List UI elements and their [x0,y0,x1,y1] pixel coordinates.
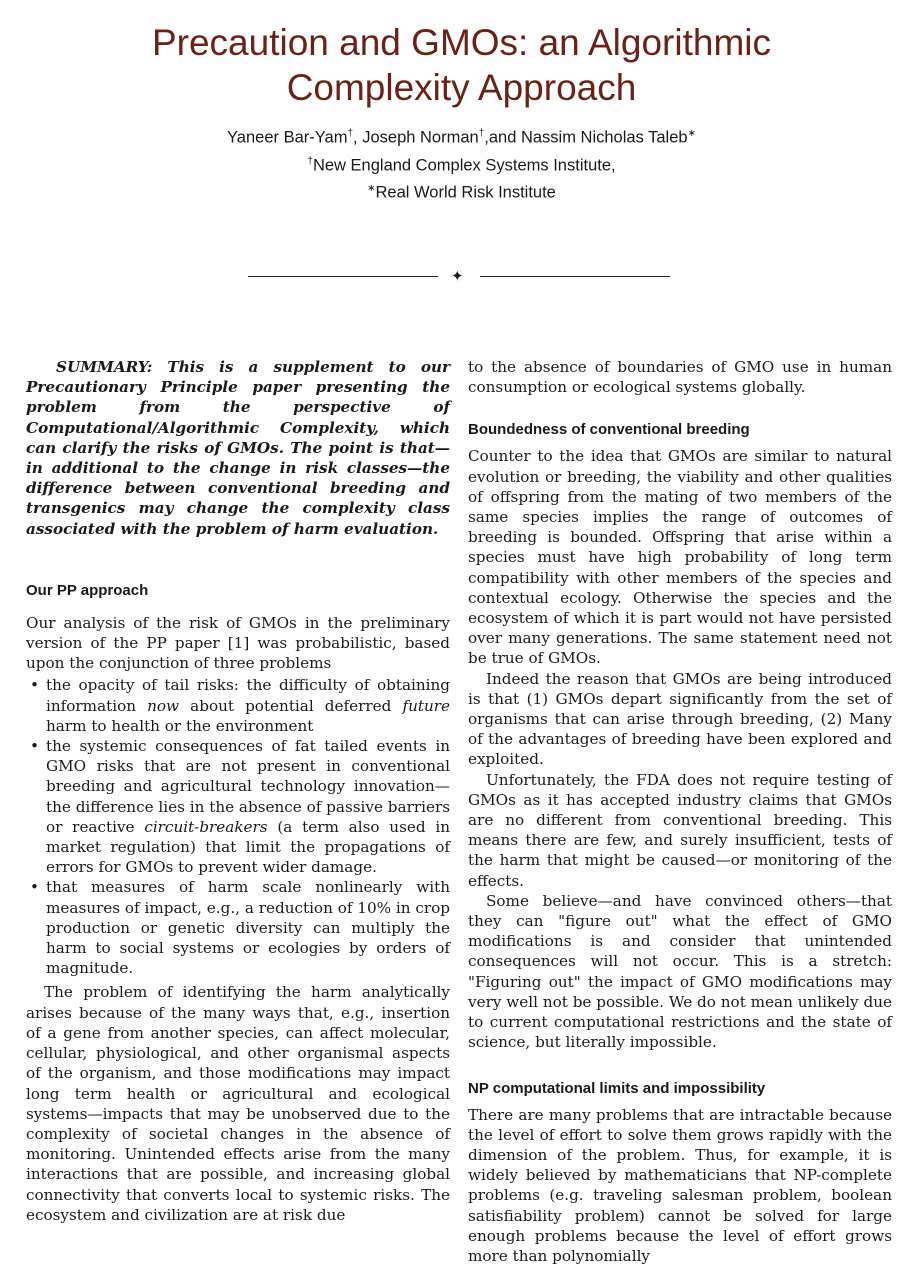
affiliation-2-text: Real World Risk Institute [376,184,556,202]
left-column [26,357,450,1225]
list-item: • the opacity of tail risks: the difficulty of obtaining information now about potential deferred future harm to health or the environment [26,675,450,736]
pp-harm-paragraph: The problem of identifying the harm analytically arises because of the many ways that, e.g., insertion of a gene from another species, can affect molecular, cellular, physiological, and other organismal aspects of the organism, and those modifications may impact long term health or agricultural and ecological systems—impacts that may be unobserved due to the complexity of societal changes in the absence of monitoring. Unintended effects arise from the many interactions that are possible, and increasing global connectivity that converts local to systemic risks. The ecosystem and civilization are at risk due [26,982,450,1224]
list-item: • that measures of harm scale nonlinearly with measures of impact, e.g., a reduction of 10% in crop production or genetic diversity can multiply the harm to social systems or ecologies by orders of magnitude. [26,877,450,978]
boundedness-paragraph-4: Some believe—and have convinced others—that they can "figure out" what the effect of GMO modifications is and consider that unintended consequences will not occur. This is a stretch: "Figuring out" the impact of GMO modifications may very well not be possible. We do not mean unlikely due to current computational restrictions and the state of science, but literally impossible. [468,891,892,1053]
author-2: , Joseph Norman [353,129,479,147]
author-1: Yaneer Bar-Yam [227,129,347,147]
section-heading-boundedness: Boundedness of conventional breeding [468,420,892,440]
author-1-mark: † [347,128,353,139]
boundedness-paragraph-1: Counter to the idea that GMOs are similar to natural evolution or breeding, the viability and other qualities of offspring from the mating of two members of the same species implies the range of outcomes of breeding is bounded. Offspring that arise within a species must have high probability of long term compatibility with other members of the species and contextual ecology. Otherwise the species and the ecosystem of which it is part would not have persisted over many generations. The same statement need not be true of GMOs. [468,446,892,668]
summary-abstract: SUMMARY: This is a supplement to our Precautionary Principle paper presenting the problem from the perspective of Computational/Algorithmic Complexity, which can clarify the risks of GMOs. The point is that—in additional to the change in risk classes—the difference between conventional breeding and transgenics may change the complexity class associated with the problem of harm evaluation. [26,357,450,539]
author-3-mark: ∗ [688,128,696,139]
bullet-icon: • [30,675,39,695]
pp-problem-list [26,675,450,978]
bullet-icon: • [30,736,39,756]
right-column [468,357,892,1266]
affiliation-1-text: New England Complex Systems Institute, [313,156,616,174]
affiliation-2-mark: ∗ [367,183,375,194]
bullet-icon: • [30,877,39,897]
pp-intro-paragraph: Our analysis of the risk of GMOs in the preliminary version of the PP paper [1] was probabilistic, based upon the conjunction of three problems [26,613,450,674]
boundedness-paragraph-2: Indeed the reason that GMOs are being introduced is that (1) GMOs depart significantly from the set of organisms that can arise through breeding, (2) Many of the advantages of breeding have been explored and exploited. [468,669,892,770]
affiliation-1 [0,150,923,178]
author-2-mark: † [479,128,485,139]
section-heading-np-limits: NP computational limits and impossibility [468,1079,892,1099]
affiliation-2 [0,177,923,205]
author-line [0,122,923,150]
title-line-2: Complexity Approach [0,65,923,110]
list-item: • the systemic consequences of fat tailed events in GMO risks that are not present in conventional breeding and agricultural technology innovation—the difference lies in the absence of passive barriers or reactive circuit-breakers (a term also used in market regulation) that limit the propagations of errors for GMOs to prevent wider damage. [26,736,450,877]
author-block [0,122,923,205]
diamond-icon: ✦ [451,268,464,284]
affiliation-1-mark: † [307,156,313,167]
np-paragraph-1: There are many problems that are intractable because the level of effort to solve them grows rapidly with the dimension of the problem. Thus, for example, it is widely believed by mathematicians that NP-complete problems (e.g. traveling salesman problem, boolean satisfiability problem) cannot be solved for large enough problems because the level of effort grows more than polynomially [468,1105,892,1266]
author-3: ,and Nassim Nicholas Taleb [484,129,687,147]
section-heading-pp-approach: Our PP approach [26,581,450,601]
boundedness-paragraph-3: Unfortunately, the FDA does not require testing of GMOs as it has accepted industry claims that GMOs are no different from conventional breeding. This means there are few, and surely insufficient, tests of the harm that might be caused—or monitoring of the effects. [468,770,892,891]
title-line-1: Precaution and GMOs: an Algorithmic [0,20,923,65]
continued-paragraph: to the absence of boundaries of GMO use in human consumption or ecological systems globally. [468,357,892,397]
divider-line-right [480,276,670,277]
title-divider [248,268,670,284]
paper-title [0,20,923,110]
divider-line-left [248,276,438,277]
